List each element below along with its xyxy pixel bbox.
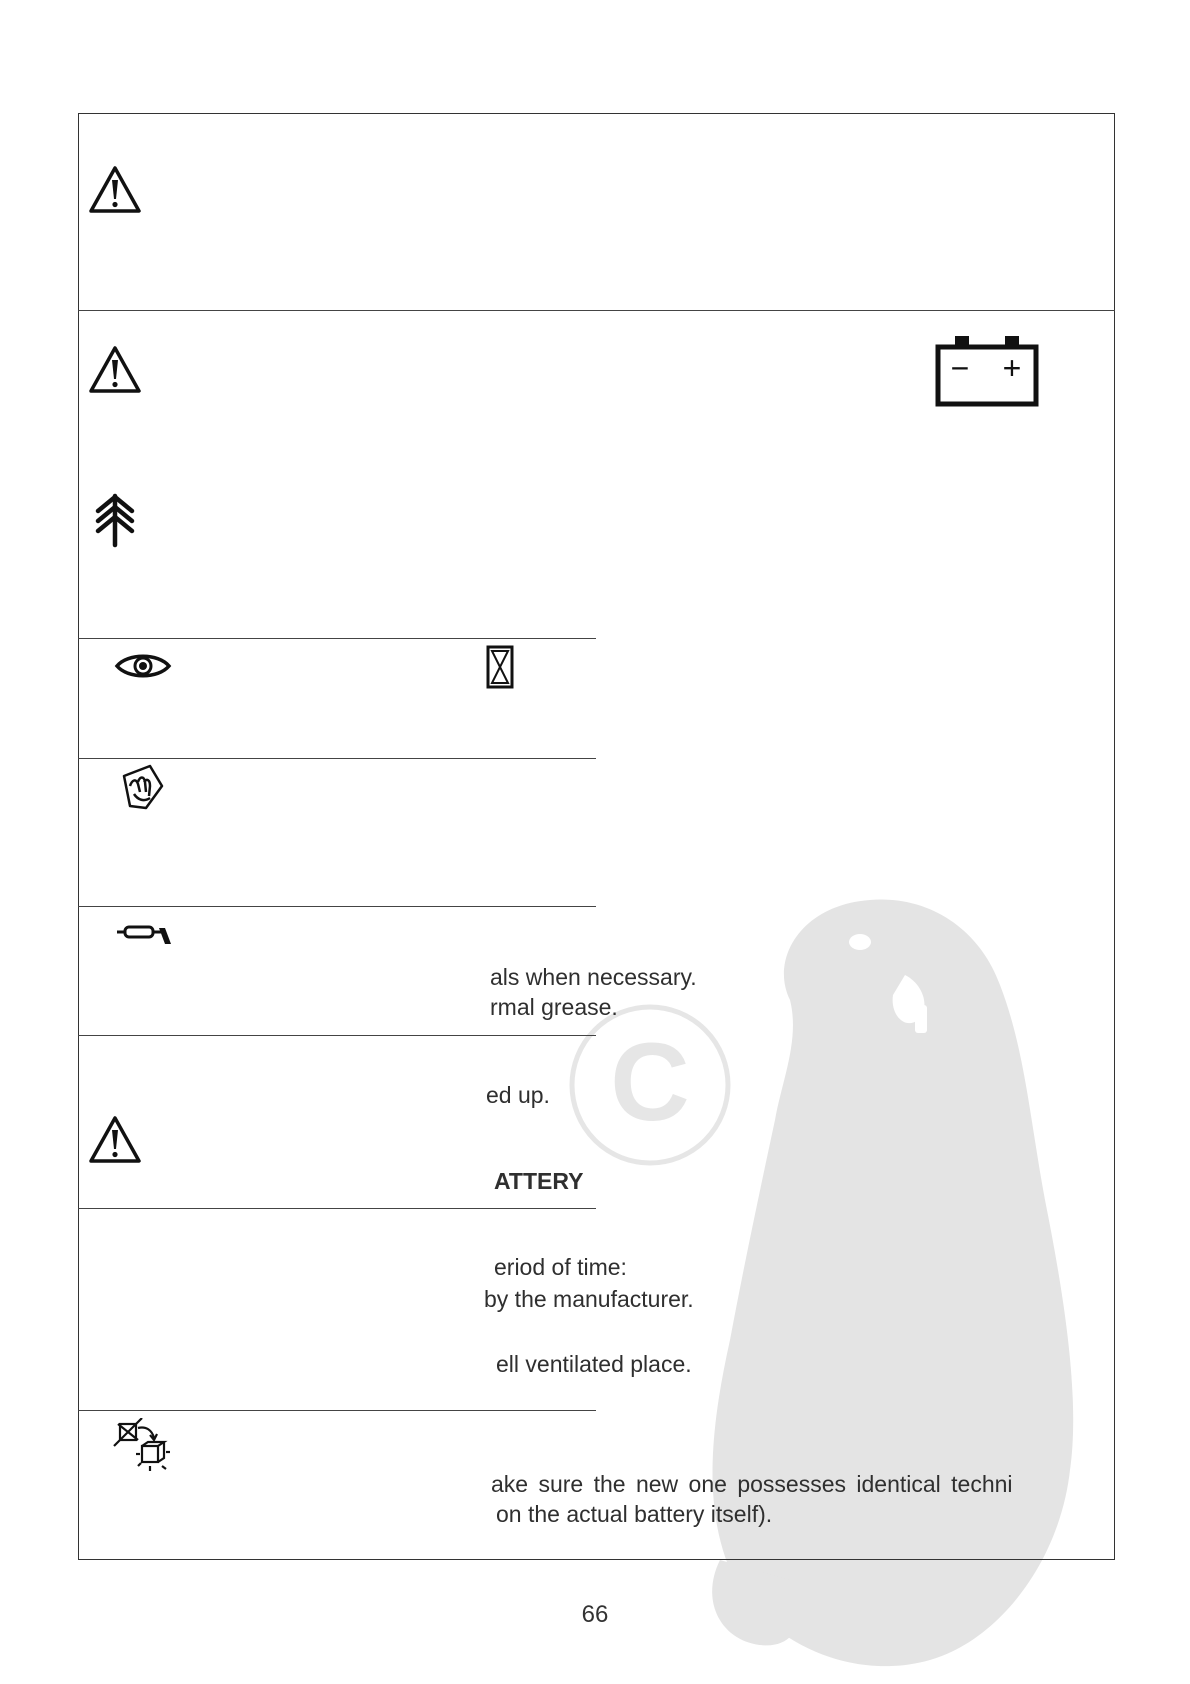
warning-triangle-icon [88,345,142,395]
text-fragment: eriod of time: [494,1254,627,1280]
row-divider [78,1208,596,1209]
section-divider [78,310,1115,311]
cloth-wipe-icon [120,762,168,812]
row-divider [78,1035,596,1036]
row-divider [78,906,596,907]
text-fragment: rmal grease. [490,994,618,1020]
content-frame [78,113,1115,1560]
row-divider [78,1410,596,1411]
text-fragment: by the manufacturer. [484,1286,694,1312]
battery-icon [935,335,1039,407]
text-fragment: als when necessary. [490,964,697,990]
eye-icon [114,651,172,681]
text-fragment: ake sure the new one possesses identical techni [491,1471,1013,1497]
text-fragment: on the actual battery itself). [496,1501,773,1527]
text-fragment: ell ventilated place. [496,1351,692,1377]
warning-triangle-icon [88,1115,142,1165]
grease-gun-icon [115,922,173,946]
row-divider [78,758,596,759]
row-divider [78,638,596,639]
text-fragment-heading: ATTERY [494,1168,584,1194]
page-number: 66 [581,1601,609,1628]
svg-text:C: C [610,1021,690,1144]
battery-minus-sign: − [950,350,970,386]
battery-replace-icon [112,1418,174,1474]
fir-tree-icon [92,492,138,548]
hourglass-icon [486,645,514,689]
battery-plus-sign: + [1002,350,1022,386]
text-fragment: ed up. [486,1082,550,1108]
warning-triangle-icon [88,165,142,215]
